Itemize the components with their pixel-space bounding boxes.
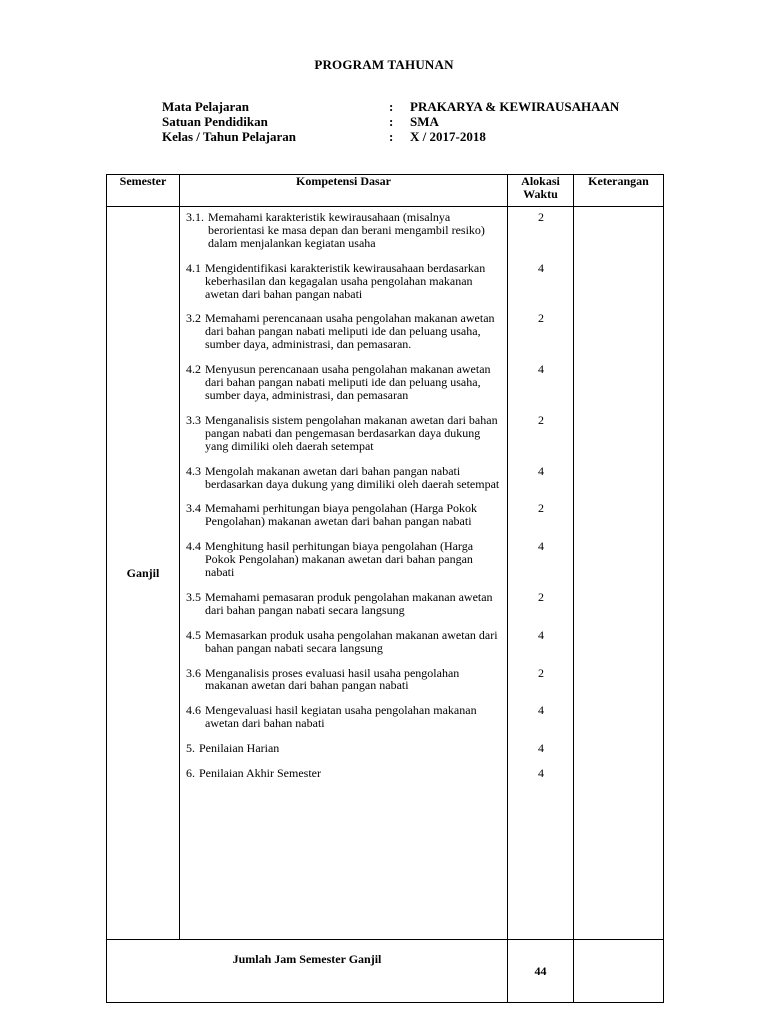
kompetensi-text: Memahami perhitungan biaya pengolahan (Harga Pokok Pengolahan) makanan awetan dari bahan pangan nabati: [205, 501, 478, 529]
kompetensi-number: 3.6: [186, 665, 201, 680]
header-alokasi-waktu: [508, 175, 574, 207]
summary-row: [107, 940, 664, 1003]
summary-label: Jumlah Jam Semester Ganjil: [107, 940, 508, 1003]
kompetensi-number: 6.: [186, 766, 195, 781]
kompetensi-text: Memahami perencanaan usaha pengolahan makanan awetan dari bahan pangan nabati meliputi ide dan peluang usaha, sumber daya, administrasi, dan pemasaran.: [205, 311, 495, 352]
header-alokasi-line1: Alokasi: [521, 174, 560, 188]
kompetensi-text: Mengevaluasi hasil kegiatan usaha pengolahan makanan awetan dari bahan nabati: [205, 703, 477, 731]
summary-total: 44: [508, 940, 574, 1003]
kompetensi-number: 3.5: [186, 589, 201, 604]
alokasi-value: 4: [538, 463, 544, 478]
meta-colon: :: [389, 129, 394, 144]
kompetensi-cell: [180, 207, 508, 940]
meta-value: PRAKARYA & KEWIRAUSAHAAN: [410, 99, 620, 114]
header-alokasi-line2: Waktu: [523, 187, 558, 201]
header-kompetensi-dasar: Kompetensi Dasar: [180, 175, 508, 207]
kompetensi-item: [186, 502, 501, 528]
kompetensi-item: [186, 211, 501, 250]
kompetensi-text: Penilaian Akhir Semester: [199, 766, 321, 781]
meta-label: Kelas / Tahun Pelajaran: [162, 129, 296, 144]
alokasi-value: 4: [538, 260, 544, 275]
alokasi-value: 4: [538, 766, 544, 781]
semester-cell: Ganjil: [107, 207, 180, 940]
kompetensi-number: 4.3: [186, 463, 201, 478]
summary-keterangan: [574, 940, 664, 1003]
kompetensi-number: 3.3: [186, 412, 201, 427]
kompetensi-list: [186, 211, 501, 780]
kompetensi-text: Menyusun perencanaan usaha pengolahan makanan awetan dari bahan pangan nabati meliputi ide dan peluang usaha, sumber daya, administrasi, dan pemasaran: [205, 362, 491, 402]
alokasi-value: 2: [538, 665, 544, 680]
program-table: [106, 174, 664, 1003]
kompetensi-text: Memasarkan produk usaha pengolahan makanan awetan dari bahan pangan nabati secara langsung: [205, 627, 498, 655]
alokasi-value: 2: [538, 501, 544, 516]
kompetensi-number: 4.5: [186, 627, 201, 642]
kompetensi-number: 5.: [186, 741, 195, 756]
keterangan-cell: [574, 207, 664, 940]
kompetensi-text: Mengolah makanan awetan dari bahan pangan nabati berdasarkan daya dukung yang dimiliki oleh daerah setempat: [205, 463, 500, 491]
kompetensi-item: [186, 363, 501, 402]
alokasi-cell: [508, 207, 574, 940]
table-header-row: [107, 175, 664, 207]
kompetensi-item: [186, 591, 501, 617]
meta-value: X / 2017-2018: [410, 129, 486, 144]
kompetensi-number: 4.6: [186, 703, 201, 718]
document-title: PROGRAM TAHUNAN: [314, 57, 454, 72]
header-keterangan: Keterangan: [574, 175, 664, 207]
kompetensi-number: 3.1.: [186, 210, 204, 224]
kompetensi-item: [186, 704, 501, 730]
alokasi-value: 2: [538, 311, 544, 326]
kompetensi-item: [186, 465, 501, 491]
kompetensi-item: [186, 667, 501, 693]
kompetensi-item: [186, 767, 501, 780]
header-semester: Semester: [107, 175, 180, 207]
alokasi-value: 4: [538, 703, 544, 718]
kompetensi-number: 4.2: [186, 362, 201, 377]
alokasi-value: 2: [538, 210, 544, 224]
alokasi-value: 4: [538, 362, 544, 377]
meta-colon: :: [389, 99, 394, 114]
kompetensi-text: Menganalisis sistem pengolahan makanan awetan dari bahan pangan nabati dan pengemasan berdasarkan daya dukung yang dimiliki oleh daerah setempat: [205, 412, 498, 453]
kompetensi-item: [186, 312, 501, 351]
kompetensi-item: [186, 540, 501, 579]
kompetensi-text: Menganalisis proses evaluasi hasil usaha pengolahan makanan awetan dari bahan pangan nabati: [205, 665, 460, 693]
kompetensi-text: Mengidentifikasi karakteristik kewirausahaan berdasarkan keberhasilan dan kegagalan usaha pengolahan makanan awetan dari bahan pangan nabati: [205, 260, 486, 301]
meta-value: SMA: [410, 114, 439, 129]
kompetensi-item: [186, 629, 501, 655]
kompetensi-item: [186, 262, 501, 301]
alokasi-value: 4: [538, 741, 544, 756]
alokasi-value: 4: [538, 539, 544, 554]
alokasi-value: 2: [538, 589, 544, 604]
kompetensi-item: [186, 742, 501, 755]
meta-label: Mata Pelajaran: [162, 99, 250, 114]
alokasi-value: 2: [538, 412, 544, 427]
kompetensi-text: Penilaian Harian: [199, 741, 280, 756]
kompetensi-number: 3.2: [186, 311, 201, 326]
kompetensi-number: 4.1: [186, 260, 201, 275]
kompetensi-number: 4.4: [186, 539, 201, 554]
kompetensi-number: 3.4: [186, 501, 201, 516]
meta-label: Satuan Pendidikan: [162, 114, 268, 129]
kompetensi-text: Memahami karakteristik kewirausahaan (misalnya berorientasi ke masa depan dan berani mengambil resiko) dalam menjalankan kegiatan usaha: [208, 210, 485, 250]
meta-colon: :: [389, 114, 394, 129]
kompetensi-text: Menghitung hasil perhitungan biaya pengolahan (Harga Pokok Pengolahan) makanan awetan dari bahan pangan nabati: [205, 539, 474, 580]
alokasi-value: 4: [538, 627, 544, 642]
kompetensi-text: Memahami pemasaran produk pengolahan makanan awetan dari bahan pangan nabati secara langsung: [205, 589, 493, 617]
kompetensi-item: [186, 414, 501, 453]
table-body-row: [107, 207, 664, 940]
